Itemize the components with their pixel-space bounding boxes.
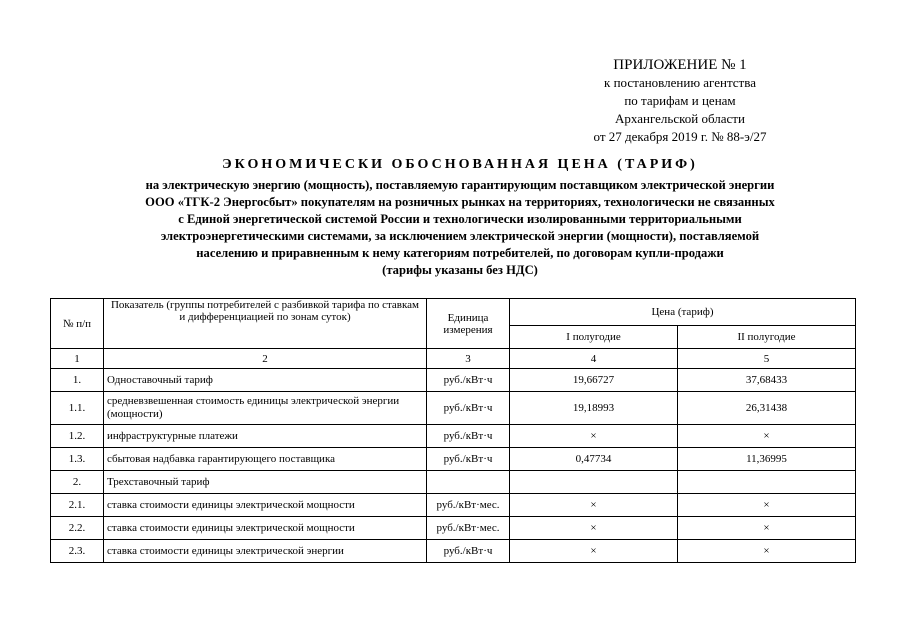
row-num: 2.3. (51, 540, 104, 563)
row-unit: руб./кВт·ч (427, 448, 510, 471)
row-indicator: сбытовая надбавка гарантирующего поставщика (104, 448, 427, 471)
row-price-half2: × (678, 494, 856, 517)
row-indicator (104, 392, 427, 425)
subtitle-line: населению и приравненным к нему категориям потребителей, по договорам купли-продажи (196, 246, 724, 260)
appendix-line: Архангельской области (615, 111, 745, 126)
row-price-half1: × (510, 540, 678, 563)
row-unit: руб./кВт·мес. (427, 517, 510, 540)
row-price-half2: × (678, 425, 856, 448)
table-row (51, 448, 856, 471)
subtitle-line: ООО «ТГК-2 Энергосбыт» покупателям на розничных рынках на территориях, технологически не связанных (145, 195, 775, 209)
row-price-half2: 11,36995 (678, 448, 856, 471)
table-row (51, 369, 856, 392)
row-indicator: ставка стоимости единицы электрической мощности (104, 494, 427, 517)
document-subtitle (80, 177, 840, 279)
column-number: 4 (510, 349, 678, 369)
table-row (51, 540, 856, 563)
column-number: 2 (104, 349, 427, 369)
row-num: 2.2. (51, 517, 104, 540)
header-indicator: Показатель (группы потребителей с разбивкой тарифа по ставкам и дифференциацией по зонам суток) (104, 299, 427, 349)
row-num: 2. (51, 471, 104, 494)
row-indicator: ставка стоимости единицы электрической мощности (104, 517, 427, 540)
subtitle-line: на электрическую энергию (мощность), поставляемую гарантирующим поставщиком электрической энергии (145, 178, 775, 192)
row-num: 1.2. (51, 425, 104, 448)
column-number: 3 (427, 349, 510, 369)
row-unit: руб./кВт·ч (427, 540, 510, 563)
header-half2: II полугодие (678, 326, 856, 349)
appendix-block (560, 56, 800, 146)
row-unit: руб./кВт·ч (427, 392, 510, 425)
row-price-half1 (510, 471, 678, 494)
table-row (51, 392, 856, 425)
row-price-half1: 0,47734 (510, 448, 678, 471)
subtitle-line: электроэнергетическими системами, за исключением электрической энергии (мощности), поставляемой (160, 229, 760, 243)
row-unit: руб./кВт·ч (427, 425, 510, 448)
row-unit: руб./кВт·мес. (427, 494, 510, 517)
table-row (51, 494, 856, 517)
row-num: 1.3. (51, 448, 104, 471)
row-price-half2: 37,68433 (678, 369, 856, 392)
row-num: 1. (51, 369, 104, 392)
table-header-row (51, 299, 856, 326)
row-price-half1: × (510, 517, 678, 540)
column-number: 5 (678, 349, 856, 369)
tariff-table (50, 298, 856, 563)
row-price-half1: 19,66727 (510, 369, 678, 392)
row-num: 2.1. (51, 494, 104, 517)
row-price-half2: × (678, 517, 856, 540)
row-unit (427, 471, 510, 494)
appendix-line: по тарифам и ценам (624, 93, 736, 108)
row-price-half1: × (510, 425, 678, 448)
appendix-date: от 27 декабря 2019 г. № 88-э/27 (593, 129, 767, 144)
table-row (51, 471, 856, 494)
row-price-half1: × (510, 494, 678, 517)
document-title: ЭКОНОМИЧЕСКИ ОБОСНОВАННАЯ ЦЕНА (ТАРИФ) (222, 157, 698, 172)
row-indicator: Одноставочный тариф (104, 369, 427, 392)
header-num: № п/п (51, 299, 104, 349)
header-half1: I полугодие (510, 326, 678, 349)
row-price-half2: × (678, 540, 856, 563)
row-indicator: ставка стоимости единицы электрической энергии (104, 540, 427, 563)
table-row (51, 517, 856, 540)
row-indicator: Трехставочный тариф (104, 471, 427, 494)
row-price-half1: 19,18993 (510, 392, 678, 425)
row-unit: руб./кВт·ч (427, 369, 510, 392)
row-indicator-text: средневзвешенная стоимость единицы электрической энергии (мощности) (107, 395, 400, 420)
subtitle-line: (тарифы указаны без НДС) (382, 263, 538, 277)
row-indicator: инфраструктурные платежи (104, 425, 427, 448)
header-price: Цена (тариф) (510, 299, 856, 326)
appendix-title: ПРИЛОЖЕНИЕ № 1 (613, 57, 747, 73)
subtitle-line: с Единой энергетической системой России и технологически изолированными территориальными (178, 212, 742, 226)
row-num: 1.1. (51, 392, 104, 425)
row-price-half2 (678, 471, 856, 494)
header-unit: Единица измерения (427, 299, 510, 349)
column-number: 1 (51, 349, 104, 369)
appendix-line: к постановлению агентства (604, 75, 756, 90)
table-row (51, 425, 856, 448)
column-number-row (51, 349, 856, 369)
row-price-half2: 26,31438 (678, 392, 856, 425)
